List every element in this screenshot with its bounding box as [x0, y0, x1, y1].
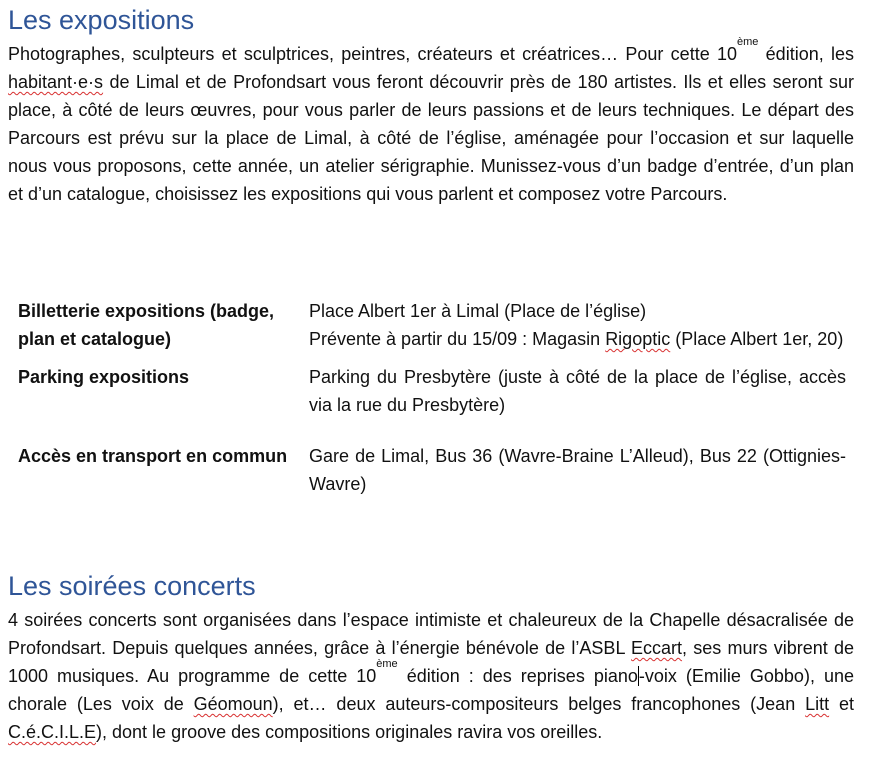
transport-label: Accès en transport en commun — [18, 446, 288, 466]
text-run: , ses murs vibrent de 1000 musiques. Au programme de cette 10 — [8, 638, 855, 686]
billetterie-line-2 — [309, 325, 846, 353]
spellcheck-word[interactable]: Géomoun — [193, 694, 273, 714]
parking-label: Parking expositions — [18, 367, 190, 387]
spellcheck-word[interactable]: habitant·e·s — [8, 72, 104, 92]
spellcheck-word[interactable]: Eccart — [631, 638, 683, 658]
spellcheck-word[interactable]: Litt — [805, 694, 830, 714]
billetterie-line-1: Place Albert 1er à Limal (Place de l’église) — [309, 301, 647, 321]
billetterie-label: Billetterie expositions (badge, plan et catalogue) — [18, 301, 275, 349]
text-run: de Limal et de Profondsart vous feront découvrir près de 180 artistes. Ils et elles seront sur place, à côté de leurs œuvres, pour vous parler de leurs passions et de leurs techniques. Le départ des Parcours est prévu sur la place de Limal, à côté de l’église, aménagée pour l’occasion et sur laquelle nous vous proposons, cette année, un atelier sérigraphie. Munissez-vous d’un badge d’entrée, d’un plan et d’un catalogue, choisissez les expositions qui vous parlent et composez votre Parcours. — [8, 72, 854, 204]
text-run: Prévente à partir du 15/09 : Magasin — [309, 329, 606, 349]
text-run: ), et… deux auteurs-compositeurs belges francophones (Jean — [272, 694, 806, 714]
text-run: Photographes, sculpteurs et sculptrices, peintres, créateurs et créatrices… Pour cette 10 — [8, 44, 737, 64]
text-run: -voix (Emilie Gobbo), une chorale (Les voix de — [8, 666, 854, 714]
section-heading-expositions: Les expositions — [8, 5, 195, 35]
text-run: (Place Albert 1er, 20) — [670, 329, 844, 349]
table-row — [18, 353, 846, 419]
concerts-paragraph — [8, 606, 854, 746]
text-run: 4 soirées concerts sont organisées dans l’espace intimiste et chaleureux de la Chapelle désacralisée de Profondsart. Depuis quelques années, grâce à l’énergie bénévole de l’ASBL — [8, 610, 854, 658]
superscript: ème — [737, 36, 759, 48]
practical-info-table — [18, 297, 846, 498]
table-row — [18, 419, 846, 498]
table-row — [18, 297, 846, 353]
billetterie-value — [309, 297, 846, 353]
text-run: édition : des reprises piano — [397, 666, 638, 686]
superscript: ème — [376, 658, 398, 670]
transport-value: Gare de Limal, Bus 36 (Wavre-Braine L’Alleud), Bus 22 (Ottignies-Wavre) — [309, 446, 846, 494]
parking-value: Parking du Presbytère (juste à côté de la place de l’église, accès via la rue du Presbytère) — [309, 367, 846, 415]
text-run: et — [829, 694, 854, 714]
expositions-paragraph — [8, 36, 854, 208]
text-run: édition, les — [758, 44, 854, 64]
section-heading-concerts: Les soirées concerts — [8, 571, 256, 601]
spellcheck-word[interactable]: C.é.C.I.L.E — [8, 722, 97, 742]
text-run: ), dont le groove des compositions originales ravira vos oreilles. — [96, 722, 603, 742]
spellcheck-word[interactable]: Rigoptic — [605, 329, 671, 349]
